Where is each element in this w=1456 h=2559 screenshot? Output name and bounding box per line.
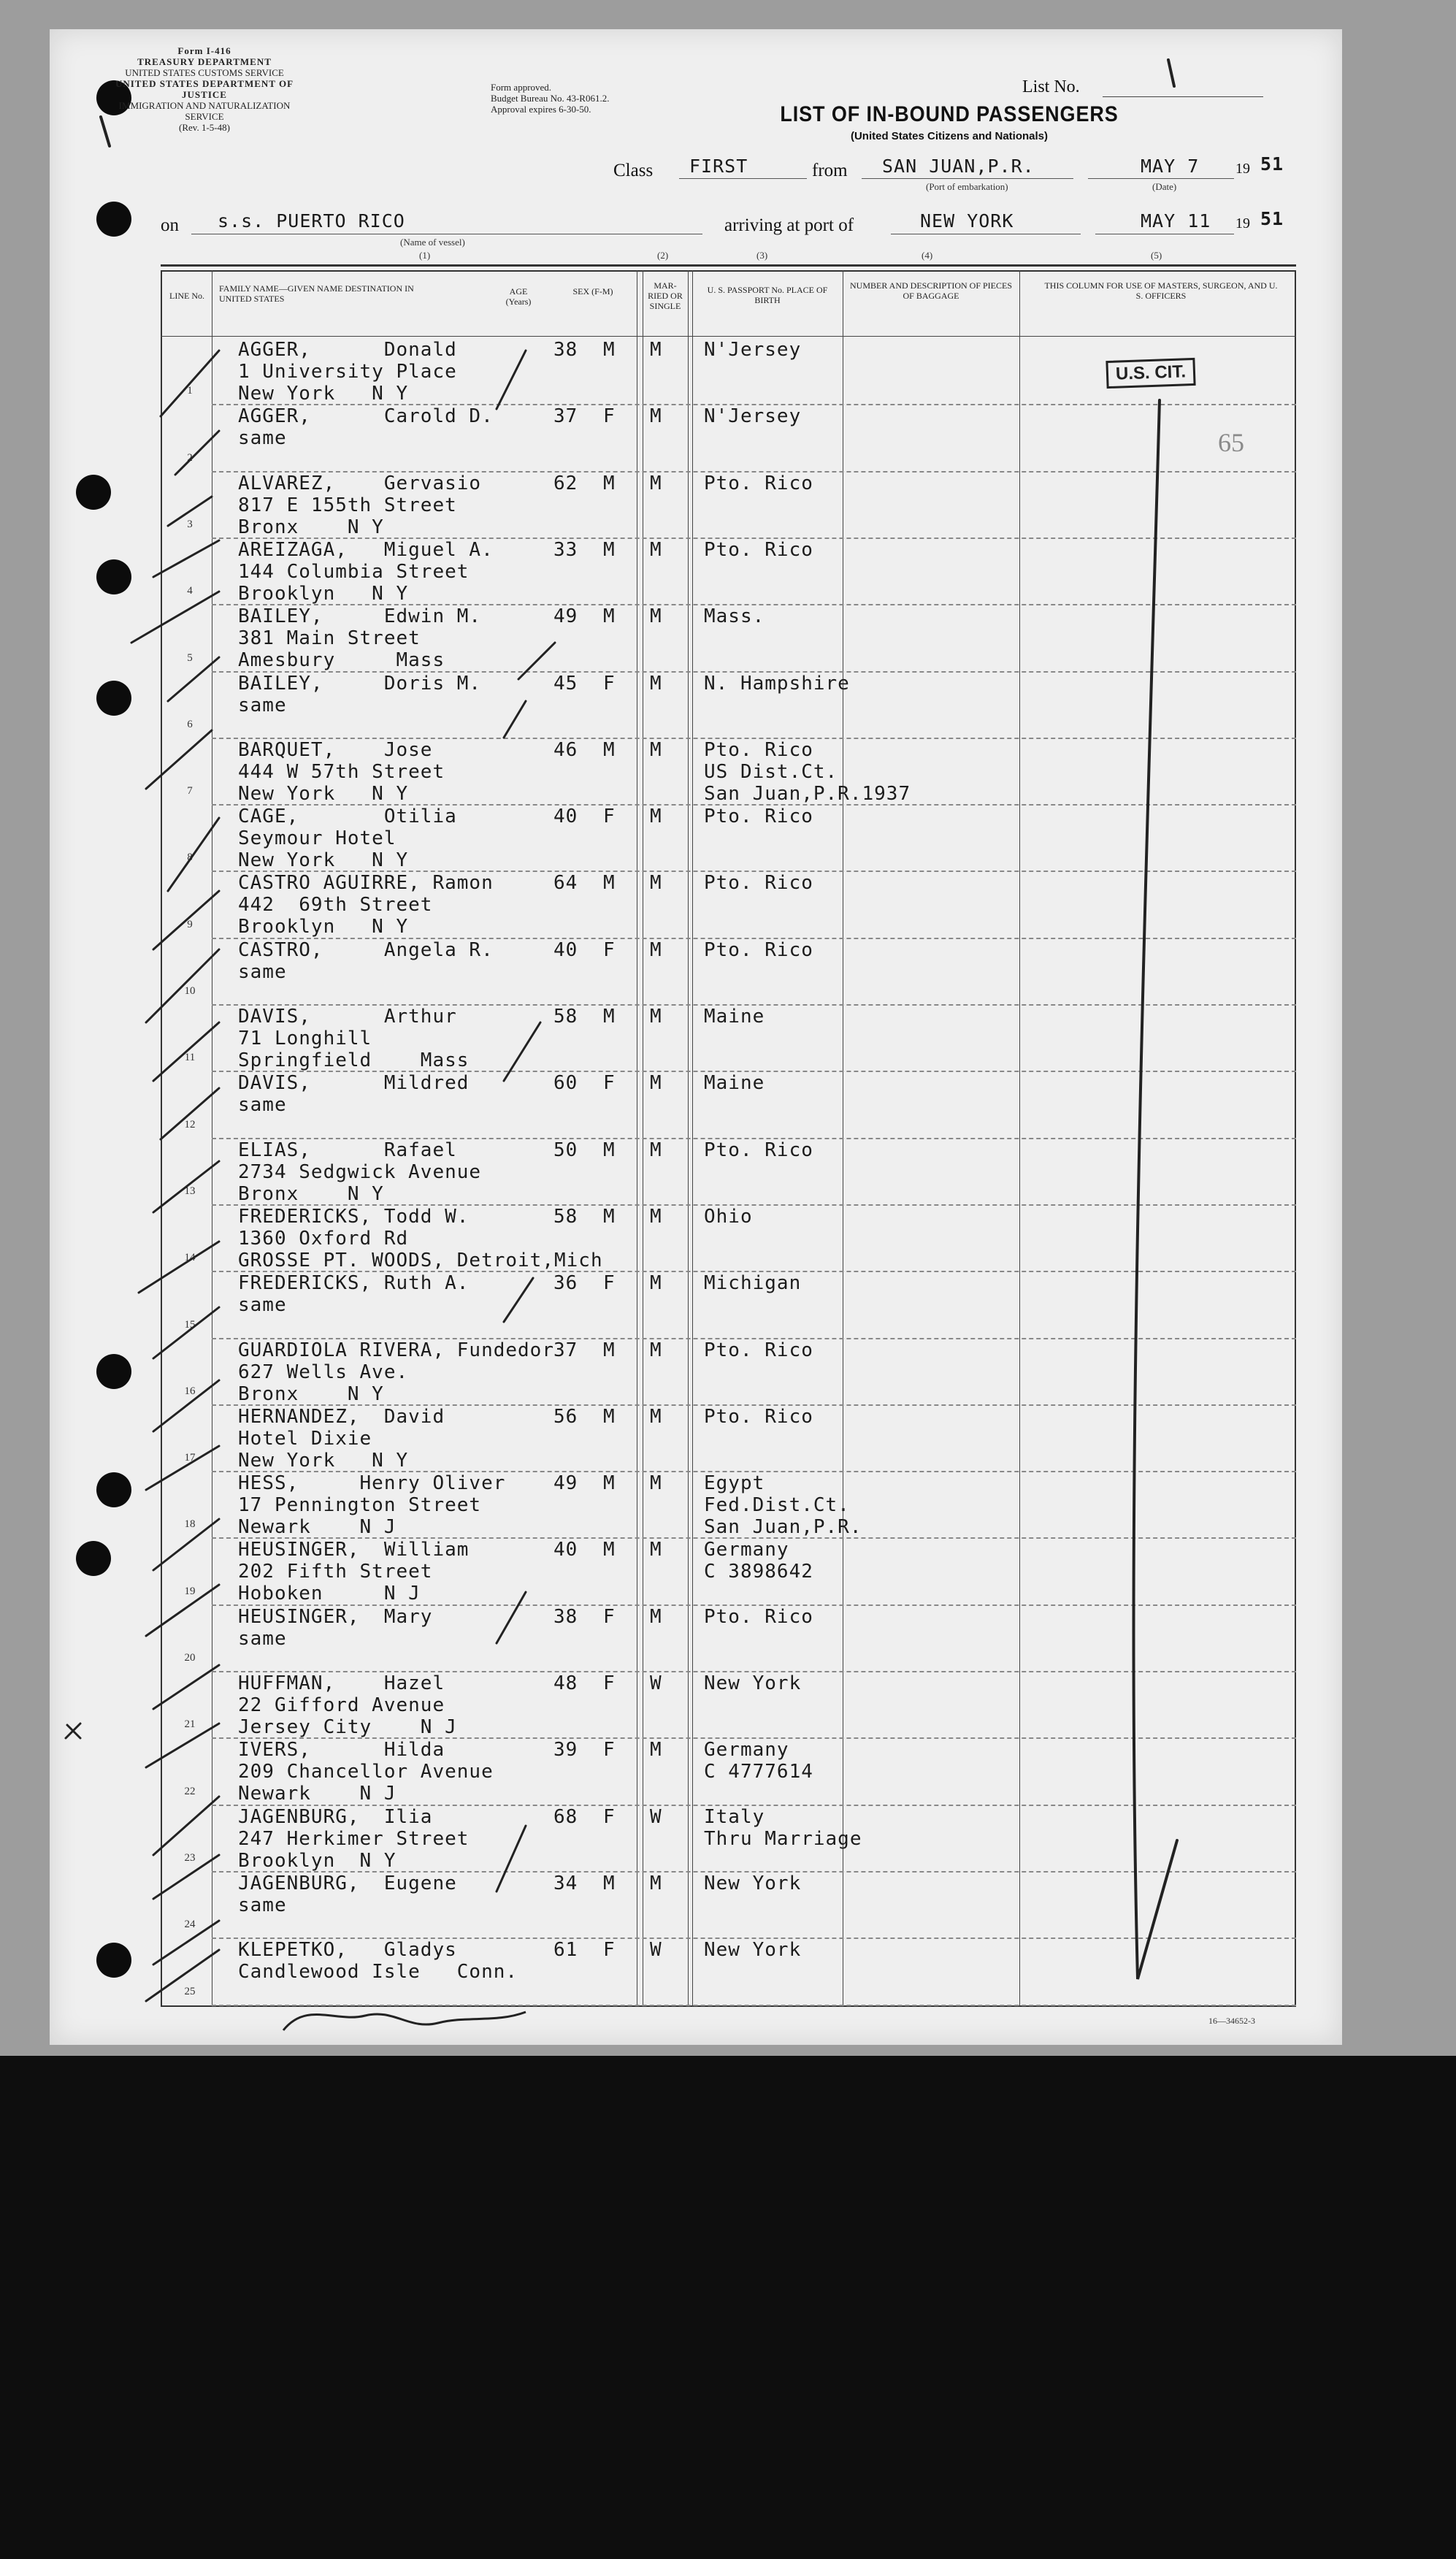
col-header-line: LINE No. bbox=[169, 291, 204, 301]
arrival-port: NEW YORK bbox=[920, 210, 1014, 232]
passenger-birthplace: Pto. Rico bbox=[704, 538, 813, 561]
passenger-name-address: CASTRO AGUIRRE, Ramon 442 69th Street Brooklyn N Y bbox=[238, 872, 494, 938]
passenger-age: 40 bbox=[553, 938, 578, 961]
passenger-birthplace: Maine bbox=[704, 1006, 765, 1028]
line-number: 2 bbox=[187, 451, 193, 464]
passenger-age: 40 bbox=[553, 806, 578, 828]
passenger-age: 46 bbox=[553, 738, 578, 761]
line-number: 18 bbox=[184, 1518, 196, 1531]
passenger-birthplace: Pto. Rico bbox=[704, 938, 813, 961]
passenger-name-address: ALVAREZ, Gervasio 817 E 155th Street Bronx N Y bbox=[238, 472, 482, 538]
passenger-sex: F bbox=[603, 1072, 616, 1095]
passenger-birthplace: Germany C 3898642 bbox=[704, 1539, 813, 1583]
passenger-sex: M bbox=[603, 538, 616, 561]
passenger-name-address: DAVIS, Mildred same bbox=[238, 1072, 470, 1117]
passenger-age: 68 bbox=[553, 1805, 578, 1828]
passenger-birthplace: Pto. Rico bbox=[704, 1339, 813, 1361]
passenger-sex: M bbox=[603, 339, 616, 361]
passenger-name-address: AGGER, Carold D. same bbox=[238, 405, 494, 450]
departure-year: 51 bbox=[1260, 153, 1284, 175]
embarkation-port-value: SAN JUAN,P.R. bbox=[882, 156, 1035, 177]
line-number: 7 bbox=[187, 785, 193, 797]
passenger-age: 34 bbox=[553, 1872, 578, 1894]
line-number: 5 bbox=[187, 651, 193, 664]
passenger-age: 33 bbox=[553, 538, 578, 561]
passenger-marital-status: M bbox=[650, 738, 662, 761]
line-number: 16 bbox=[184, 1385, 196, 1397]
passenger-marital-status: M bbox=[650, 806, 662, 828]
us-citizen-stamp: U.S. CIT. bbox=[1106, 358, 1195, 389]
approval-line: Budget Bureau No. 43-R061.2. bbox=[491, 93, 610, 104]
list-number-mark bbox=[1168, 60, 1174, 86]
column-number: (5) bbox=[1151, 250, 1162, 261]
passenger-sex: M bbox=[603, 1139, 616, 1161]
arrival-year-prefix: 19 bbox=[1235, 215, 1250, 232]
passenger-age: 48 bbox=[553, 1672, 578, 1694]
passenger-marital-status: M bbox=[650, 405, 662, 428]
passenger-marital-status: M bbox=[650, 472, 662, 494]
line-number: 20 bbox=[184, 1652, 196, 1664]
passenger-age: 56 bbox=[553, 1405, 578, 1428]
passenger-sex: M bbox=[603, 1339, 616, 1361]
passenger-marital-status: M bbox=[650, 672, 662, 695]
passenger-age: 38 bbox=[553, 1605, 578, 1628]
passenger-name-address: JAGENBURG, Ilia 247 Herkimer Street Brooklyn N Y bbox=[238, 1805, 470, 1872]
line-number: 4 bbox=[187, 585, 193, 597]
passenger-birthplace: N'Jersey bbox=[704, 339, 802, 361]
passenger-sex: M bbox=[603, 1472, 616, 1495]
passenger-marital-status: M bbox=[650, 339, 662, 361]
passenger-name-address: BAILEY, Edwin M. 381 Main Street Amesbury Mass bbox=[238, 605, 482, 672]
line-number: 21 bbox=[184, 1718, 196, 1731]
passenger-sex: F bbox=[603, 938, 616, 961]
passenger-marital-status: W bbox=[650, 1805, 662, 1828]
passenger-sex: M bbox=[603, 472, 616, 494]
passenger-name-address: BAILEY, Doris M. same bbox=[238, 672, 482, 716]
margin-mark bbox=[101, 117, 110, 146]
revision-date: (Rev. 1-5-48) bbox=[179, 122, 230, 133]
line-number: 14 bbox=[184, 1252, 196, 1264]
passenger-birthplace: New York bbox=[704, 1939, 802, 1962]
passenger-name-address: CAGE, Otilia Seymour Hotel New York N Y bbox=[238, 806, 457, 872]
passenger-birthplace: Maine bbox=[704, 1072, 765, 1095]
page-subtitle: (United States Citizens and Nationals) bbox=[850, 130, 1049, 142]
passenger-marital-status: M bbox=[650, 538, 662, 561]
passenger-sex: F bbox=[603, 1805, 616, 1828]
approval-line: Approval expires 6-30-50. bbox=[491, 104, 591, 115]
form-footer-number: 16—34652-3 bbox=[1208, 2016, 1255, 2026]
passenger-sex: M bbox=[603, 738, 616, 761]
col-header-passport: U. S. PASSPORT No. PLACE OF BIRTH bbox=[707, 285, 828, 305]
passenger-marital-status: M bbox=[650, 1405, 662, 1428]
passenger-birthplace: Ohio bbox=[704, 1205, 753, 1228]
department-of-justice: UNITED STATES DEPARTMENT OF JUSTICE bbox=[115, 78, 294, 100]
passenger-name-address: KLEPETKO, Gladys Candlewood Isle Conn. bbox=[238, 1939, 518, 1984]
passenger-name-address: ELIAS, Rafael 2734 Sedgwick Avenue Bronx N Y bbox=[238, 1139, 482, 1205]
passenger-birthplace: Pto. Rico bbox=[704, 472, 813, 494]
treasury-department: TREASURY DEPARTMENT bbox=[137, 56, 272, 67]
col-header-sex: SEX (F-M) bbox=[572, 286, 613, 297]
col-header-officers: THIS COLUMN FOR USE OF MASTERS, SURGEON, AND U. S. OFFICERS bbox=[1044, 280, 1278, 301]
immigration-service: IMMIGRATION AND NATURALIZATION SERVICE bbox=[118, 100, 291, 122]
handwritten-65: 65 bbox=[1218, 428, 1244, 457]
arriving-label: arriving at port of bbox=[724, 215, 854, 235]
passenger-marital-status: W bbox=[650, 1939, 662, 1962]
passenger-age: 50 bbox=[553, 1139, 578, 1161]
passenger-age: 45 bbox=[553, 672, 578, 695]
signature bbox=[283, 2012, 526, 2030]
passenger-sex: F bbox=[603, 806, 616, 828]
form-number: Form I-416 bbox=[177, 45, 231, 56]
from-label: from bbox=[812, 161, 848, 180]
passenger-name-address: AREIZAGA, Miguel A. 144 Columbia Street Brooklyn N Y bbox=[238, 538, 494, 605]
passenger-marital-status: M bbox=[650, 1539, 662, 1561]
column-number: (3) bbox=[756, 250, 768, 261]
check-mark bbox=[1133, 400, 1177, 1979]
passenger-marital-status: M bbox=[650, 938, 662, 961]
passenger-name-address: FREDERICKS, Todd W. 1360 Oxford Rd GROSSE PT. WOODS, Detroit,Mich bbox=[238, 1205, 603, 1271]
passenger-age: 36 bbox=[553, 1272, 578, 1295]
passenger-birthplace: Pto. Rico bbox=[704, 1405, 813, 1428]
passenger-birthplace: Pto. Rico bbox=[704, 1605, 813, 1628]
row-tick-marks bbox=[66, 351, 555, 2001]
passenger-age: 37 bbox=[553, 1339, 578, 1361]
passenger-marital-status: M bbox=[650, 1872, 662, 1894]
passenger-sex: M bbox=[603, 1539, 616, 1561]
arrival-date: MAY 11 bbox=[1141, 210, 1211, 232]
passenger-name-address: AGGER, Donald 1 University Place New York N Y bbox=[238, 339, 457, 405]
vessel-caption: (Name of vessel) bbox=[400, 237, 465, 248]
line-number: 13 bbox=[184, 1185, 196, 1197]
column-number: (2) bbox=[657, 250, 669, 261]
passenger-age: 58 bbox=[553, 1006, 578, 1028]
customs-service: UNITED STATES CUSTOMS SERVICE bbox=[125, 67, 284, 78]
passenger-sex: M bbox=[603, 872, 616, 895]
class-label: Class bbox=[613, 161, 654, 180]
passenger-age: 37 bbox=[553, 405, 578, 428]
col-header-married: MAR- RIED OR SINGLE bbox=[648, 280, 683, 311]
passenger-age: 60 bbox=[553, 1072, 578, 1095]
list-number-label: List No. bbox=[1022, 77, 1080, 96]
departure-date: MAY 7 bbox=[1141, 156, 1200, 177]
passenger-birthplace: Mass. bbox=[704, 605, 765, 628]
class-value: FIRST bbox=[689, 156, 748, 177]
passenger-marital-status: M bbox=[650, 1472, 662, 1495]
passenger-name-address: HERNANDEZ, David Hotel Dixie New York N Y bbox=[238, 1405, 445, 1472]
passenger-birthplace: Pto. Rico bbox=[704, 806, 813, 828]
passenger-marital-status: M bbox=[650, 1272, 662, 1295]
passenger-birthplace: New York bbox=[704, 1872, 802, 1894]
on-label: on bbox=[161, 215, 179, 235]
line-number: 23 bbox=[184, 1851, 196, 1864]
passenger-name-address: JAGENBURG, Eugene same bbox=[238, 1872, 457, 1916]
column-number: (4) bbox=[922, 250, 933, 261]
line-number: 19 bbox=[184, 1585, 196, 1597]
passenger-birthplace: Pto. Rico US Dist.Ct. San Juan,P.R.1937 bbox=[704, 738, 911, 805]
passenger-sex: F bbox=[603, 1672, 616, 1694]
column-number: (1) bbox=[419, 250, 431, 261]
passenger-marital-status: M bbox=[650, 1605, 662, 1628]
approval-line: Form approved. bbox=[491, 82, 552, 93]
passenger-sex: M bbox=[603, 1205, 616, 1228]
passenger-age: 64 bbox=[553, 872, 578, 895]
page-title: LIST OF IN-BOUND PASSENGERS bbox=[780, 102, 1119, 126]
line-number: 6 bbox=[187, 718, 193, 730]
passenger-name-address: HUFFMAN, Hazel 22 Gifford Avenue Jersey City N J bbox=[238, 1672, 457, 1738]
passenger-sex: F bbox=[603, 1272, 616, 1295]
passenger-sex: F bbox=[603, 1739, 616, 1762]
passenger-birthplace: Egypt Fed.Dist.Ct. San Juan,P.R. bbox=[704, 1472, 862, 1539]
passenger-name-address: FREDERICKS, Ruth A. same bbox=[238, 1272, 470, 1317]
line-number: 25 bbox=[184, 1985, 196, 1997]
passenger-age: 49 bbox=[553, 605, 578, 628]
passenger-age: 62 bbox=[553, 472, 578, 494]
passenger-birthplace: N'Jersey bbox=[704, 405, 802, 428]
passenger-sex: M bbox=[603, 1006, 616, 1028]
port-caption: (Port of embarkation) bbox=[926, 181, 1008, 192]
passenger-name-address: IVERS, Hilda 209 Chancellor Avenue Newark N J bbox=[238, 1739, 494, 1805]
passenger-marital-status: M bbox=[650, 1139, 662, 1161]
passenger-birthplace: New York bbox=[704, 1672, 802, 1694]
passenger-sex: F bbox=[603, 1939, 616, 1962]
vessel-name: s.s. PUERTO RICO bbox=[218, 210, 405, 232]
passenger-marital-status: W bbox=[650, 1672, 662, 1694]
col-header-age: AGE (Years) bbox=[505, 286, 532, 307]
departure-year-prefix: 19 bbox=[1235, 161, 1250, 177]
passenger-birthplace: Italy Thru Marriage bbox=[704, 1805, 862, 1850]
passenger-age: 40 bbox=[553, 1539, 578, 1561]
passenger-name-address: HEUSINGER, William 202 Fifth Street Hoboken N J bbox=[238, 1539, 470, 1605]
passenger-sex: F bbox=[603, 405, 616, 428]
passenger-birthplace: N. Hampshire bbox=[704, 672, 850, 695]
passenger-age: 38 bbox=[553, 339, 578, 361]
col-header-name: FAMILY NAME—GIVEN NAME DESTINATION IN UNITED STATES bbox=[219, 283, 414, 304]
passenger-sex: F bbox=[603, 1605, 616, 1628]
passenger-marital-status: M bbox=[650, 605, 662, 628]
passenger-marital-status: M bbox=[650, 1072, 662, 1095]
passenger-age: 49 bbox=[553, 1472, 578, 1495]
passenger-age: 58 bbox=[553, 1205, 578, 1228]
line-number: 1 bbox=[187, 385, 193, 397]
passenger-birthplace: Pto. Rico bbox=[704, 872, 813, 895]
passenger-name-address: HESS, Henry Oliver 17 Pennington Street Newark N J bbox=[238, 1472, 506, 1539]
passenger-birthplace: Germany C 4777614 bbox=[704, 1739, 813, 1783]
passenger-marital-status: M bbox=[650, 872, 662, 895]
passenger-sex: M bbox=[603, 605, 616, 628]
passenger-sex: M bbox=[603, 1405, 616, 1428]
line-number: 22 bbox=[184, 1785, 196, 1797]
passenger-name-address: BARQUET, Jose 444 W 57th Street New York N Y bbox=[238, 738, 445, 805]
passenger-marital-status: M bbox=[650, 1339, 662, 1361]
passenger-birthplace: Michigan bbox=[704, 1272, 802, 1295]
line-number: 9 bbox=[187, 918, 193, 930]
passenger-marital-status: M bbox=[650, 1006, 662, 1028]
line-number: 12 bbox=[184, 1118, 196, 1131]
line-number: 3 bbox=[187, 518, 193, 530]
passenger-marital-status: M bbox=[650, 1739, 662, 1762]
passenger-name-address: CASTRO, Angela R. same bbox=[238, 938, 494, 983]
arrival-year: 51 bbox=[1260, 208, 1284, 229]
line-number: 17 bbox=[184, 1452, 196, 1464]
passenger-age: 61 bbox=[553, 1939, 578, 1962]
col-header-baggage: NUMBER AND DESCRIPTION OF PIECES OF BAGGAGE bbox=[849, 280, 1013, 301]
line-number: 8 bbox=[187, 852, 193, 864]
date-caption: (Date) bbox=[1152, 181, 1177, 192]
passenger-age: 39 bbox=[553, 1739, 578, 1762]
line-number: 11 bbox=[184, 1052, 196, 1064]
passenger-name-address: DAVIS, Arthur 71 Longhill Springfield Mass bbox=[238, 1006, 470, 1071]
passenger-marital-status: M bbox=[650, 1205, 662, 1228]
passenger-birthplace: Pto. Rico bbox=[704, 1139, 813, 1161]
passenger-name-address: HEUSINGER, Mary same bbox=[238, 1605, 433, 1650]
line-number: 24 bbox=[184, 1919, 196, 1931]
passenger-sex: M bbox=[603, 1872, 616, 1894]
line-number: 15 bbox=[184, 1318, 196, 1331]
line-number: 10 bbox=[184, 985, 196, 997]
passenger-name-address: GUARDIOLA RIVERA, Fundedor 627 Wells Ave. Bronx N Y bbox=[238, 1339, 554, 1405]
passenger-sex: F bbox=[603, 672, 616, 695]
